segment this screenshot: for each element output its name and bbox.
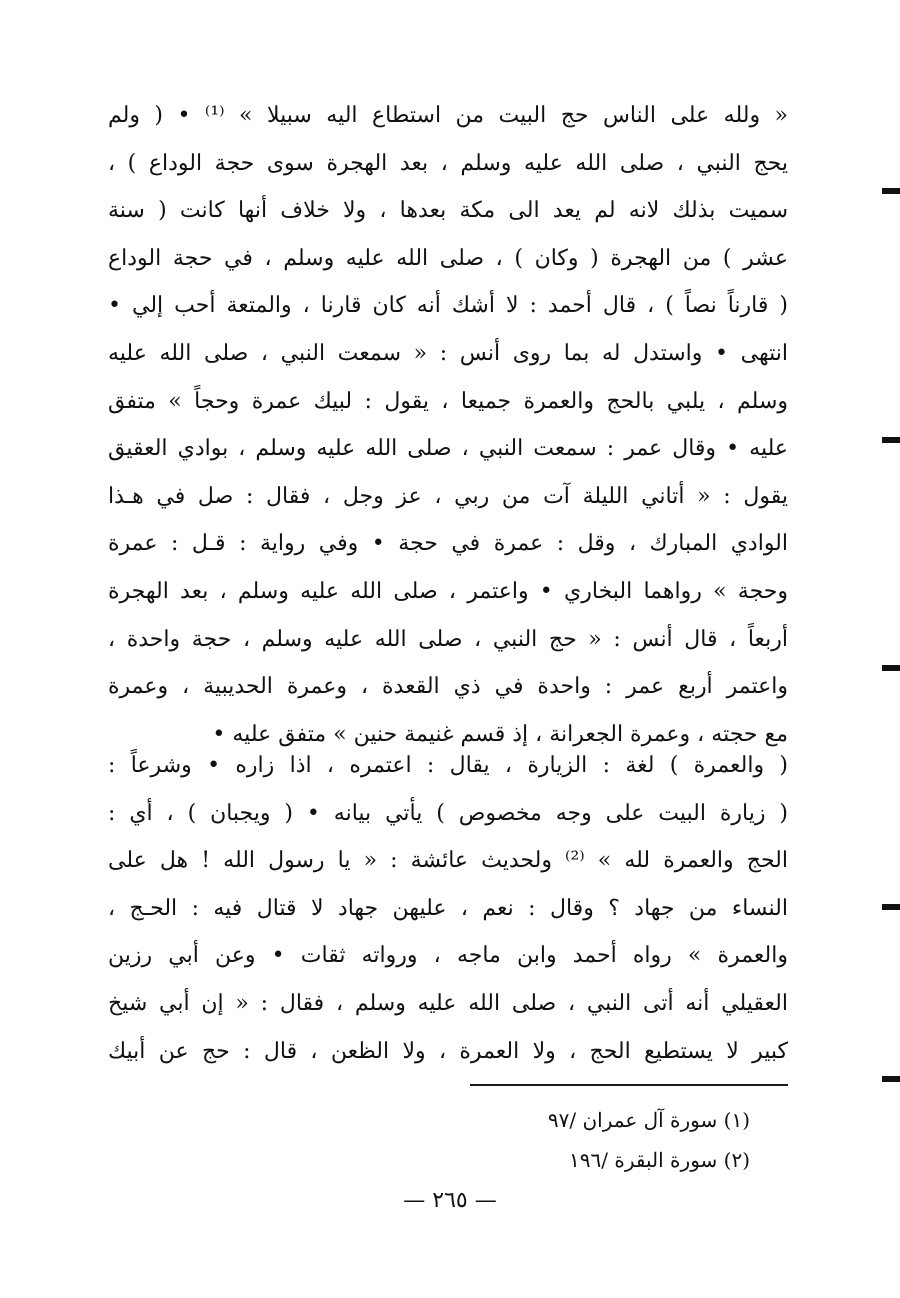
footnotes [548, 1100, 750, 1180]
paragraph-1 [108, 92, 788, 758]
text-line: ( قارناً نصاً ) ، قال أحمد : لا أشك أنه كان قارنا ، والمتعة أحب إلي • [108, 293, 788, 319]
footnote-2: (٢) سورة البقرة /١٩٦ [569, 1148, 750, 1172]
text-line: عليه • وقال عمر : سمعت النبي ، صلى الله عليه وسلم ، بوادي العقيق [108, 436, 788, 462]
text-line: « ولله على الناس حج البيت من استطاع اليه سبيلا » ⁽¹⁾ • ( ولم [108, 103, 788, 128]
text-line: العقيلي أنه أتى النبي ، صلى الله عليه وسلم ، فقال : « إن أبي شيخ [108, 990, 788, 1016]
text-line: النساء من جهاد ؟ وقال : نعم ، عليهن جهاد لا قتال فيه : الحـج ، [108, 895, 788, 921]
text-line: انتهى • واستدل له بما روى أنس : « سمعت النبي ، صلى الله عليه [108, 340, 788, 366]
text-line: وحجة » رواهما البخاري • واعتمر ، صلى الله عليه وسلم ، بعد الهجرة [108, 578, 788, 604]
footnote-1: (١) سورة آل عمران /٩٧ [547, 1108, 750, 1132]
page-number: — ٢٦٥ — [403, 1188, 497, 1213]
text-line: الوادي المبارك ، وقل : عمرة في حجة • وفي رواية : قـل : عمرة [108, 531, 788, 557]
margin-mark [882, 437, 900, 443]
text-line: واعتمر أربع عمر : واحدة في ذي القعدة ، وعمرة الحديبية ، وعمرة [108, 674, 788, 700]
text-line: ( والعمرة ) لغة : الزيارة ، يقال : اعتمره ، اذا زاره • وشرعاً : [108, 753, 788, 778]
paragraph-2 [108, 742, 788, 1075]
text-line: والعمرة » رواه أحمد وابن ماجه ، ورواته ثقات • وعن أبي رزين [108, 943, 788, 969]
footnote-separator [470, 1084, 788, 1086]
text-line: أربعاً ، قال أنس : « حج النبي ، صلى الله عليه وسلم ، حجة واحدة ، [108, 626, 788, 652]
margin-mark [882, 665, 900, 671]
text-line: وسلم ، يلبي بالحج والعمرة جميعا ، يقول : لبيك عمرة وحجاً » متفق [108, 388, 788, 414]
text-line: مع حجته ، وعمرة الجعرانة ، إذ قسم غنيمة حنين » متفق عليه • [212, 721, 788, 747]
text-line: يقول : « أتاني الليلة آت من ربي ، عز وجل ، فقال : صل في هـذا [108, 483, 788, 509]
text-line: الحج والعمرة لله » ⁽²⁾ ولحديث عائشة : « يا رسول الله ! هل على [108, 848, 788, 874]
text-line: سميت بذلك لانه لم يعد الى مكة بعدها ، ولا خلاف أنها كانت ( سنة [108, 198, 788, 224]
text-line: ( زيارة البيت على وجه مخصوص ) يأتي بيانه • ( ويجبان ) ، أي : [108, 800, 788, 826]
margin-mark [882, 1076, 900, 1082]
margin-mark [882, 904, 900, 910]
text-line: يحج النبي ، صلى الله عليه وسلم ، بعد الهجرة سوى حجة الوداع ) ، [108, 150, 788, 176]
text-line: عشر ) من الهجرة ( وكان ) ، صلى الله عليه وسلم ، في حجة الوداع [108, 245, 788, 271]
text-line: كبير لا يستطيع الحج ، ولا العمرة ، ولا الظعن ، قال : حج عن أبيك [108, 1038, 788, 1064]
margin-mark [882, 188, 900, 194]
